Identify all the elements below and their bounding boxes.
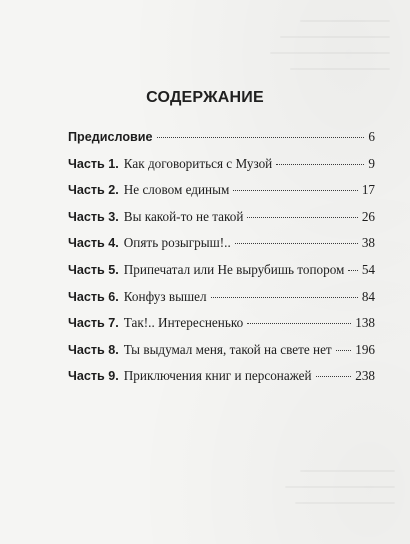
toc-entry-title: Ты выдумал меня, такой на свете нет: [123, 341, 332, 357]
toc-entry-page: 84: [361, 288, 375, 304]
dot-leader: [348, 270, 357, 271]
toc-entry-label: Часть 6.: [68, 289, 119, 304]
toc-entry: [68, 155, 375, 182]
toc-entry-page: 196: [355, 341, 375, 357]
dot-leader: [247, 217, 357, 218]
toc-entry: [68, 341, 375, 368]
toc-entry-label: Предисловие: [68, 130, 153, 144]
toc-entry: [68, 208, 375, 235]
toc-entry-title: Приключения книг и персонажей: [123, 368, 312, 384]
toc-entry-page: 17: [361, 182, 375, 198]
toc-entry-label: Часть 3.: [68, 209, 119, 224]
toc-entry-page: 138: [355, 315, 375, 331]
toc-entry: [68, 288, 375, 315]
toc-entry-label: Часть 9.: [68, 369, 119, 384]
toc-entry: [68, 234, 375, 261]
toc-entry-page: 238: [355, 368, 375, 384]
dot-leader: [247, 323, 351, 324]
dot-leader: [157, 137, 365, 138]
toc-entry: [68, 261, 375, 288]
toc-entry-page: 26: [361, 208, 375, 224]
toc-entry-title: Вы какой-то не такой: [123, 208, 244, 224]
dot-leader: [276, 164, 364, 165]
toc-entry: [68, 128, 375, 155]
toc-entry-label: Часть 2.: [68, 183, 119, 198]
toc-entry-title: Как договориться с Музой: [123, 155, 273, 171]
show-through-mark: [300, 20, 390, 22]
toc-entry-label: Часть 5.: [68, 262, 119, 277]
show-through-mark: [270, 52, 390, 54]
page-title: СОДЕРЖАНИЕ: [146, 89, 264, 106]
dot-leader: [336, 350, 352, 351]
dot-leader: [316, 376, 352, 377]
show-through-mark: [285, 486, 395, 488]
show-through-mark: [280, 36, 390, 38]
toc-entry-title: Так!.. Интересненько: [123, 315, 244, 331]
toc-entry-title: Не словом единым: [123, 182, 230, 198]
dot-leader: [235, 243, 358, 244]
dot-leader: [233, 190, 357, 191]
toc-entry-title: Опять розыгрыш!..: [123, 235, 231, 251]
toc-entry: [68, 314, 375, 341]
toc-entry-title: Конфуз вышел: [123, 288, 207, 304]
show-through-mark: [295, 502, 395, 504]
dot-leader: [211, 297, 358, 298]
show-through-mark: [290, 68, 390, 70]
toc-entry: [68, 367, 375, 394]
toc-entry-page: 54: [361, 261, 375, 277]
toc-entry-page: 9: [368, 155, 375, 171]
toc-entry-label: Часть 8.: [68, 342, 119, 357]
show-through-mark: [300, 470, 395, 472]
table-of-contents: [68, 128, 375, 394]
toc-entry: [68, 181, 375, 208]
toc-entry-label: Часть 4.: [68, 236, 119, 251]
toc-entry-title: Припечатал или Не вырубишь топором: [123, 261, 345, 277]
toc-entry-page: 38: [361, 235, 375, 251]
toc-entry-label: Часть 1.: [68, 156, 119, 171]
toc-entry-label: Часть 7.: [68, 316, 119, 331]
toc-entry-page: 6: [368, 129, 375, 144]
